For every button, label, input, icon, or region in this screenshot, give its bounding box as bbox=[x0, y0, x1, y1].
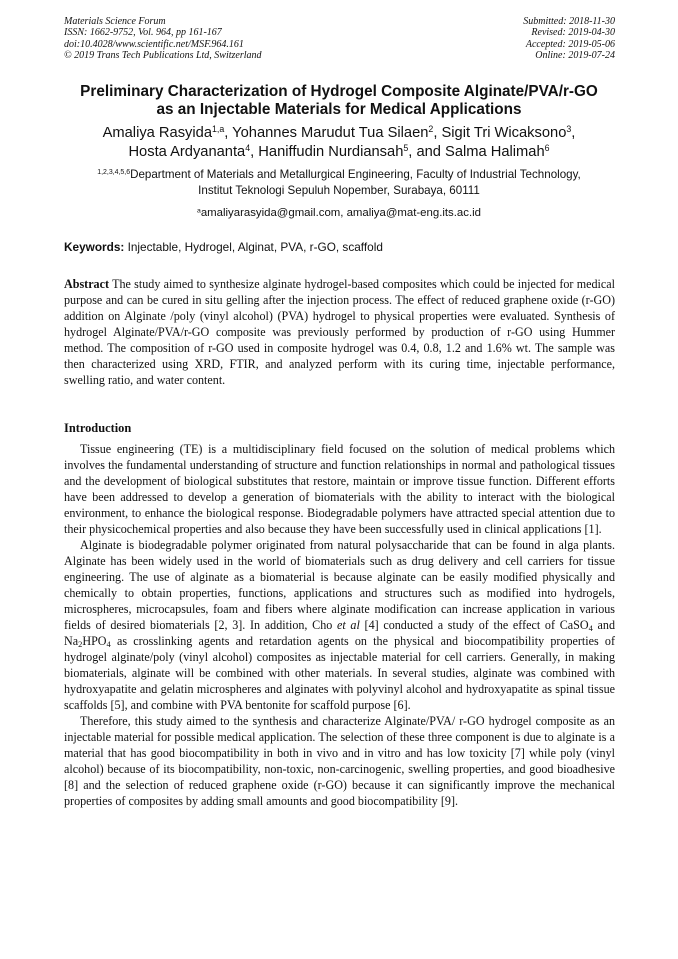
date-submitted: Submitted: 2018-11-30 bbox=[523, 16, 615, 27]
affiliation bbox=[40, 167, 638, 198]
paragraph: Tissue engineering (TE) is a multidisciplinary field focused on the solution of medical problems which involves the fundamental understanding of structure and function relationships in normal and pathological tissues and the development of biological substitutes that restore, maintain or improve tissue function. Different efforts have been addressed to develop a generation of biomaterials with the ability to interact with the biological environment, to enhance the biological response. Biodegradable polymers have attracted special attention due to their physicochemical properties and also because they have been successfully used in clinical applications [1]. bbox=[64, 442, 615, 536]
author-affil-sup: 2 bbox=[428, 124, 434, 135]
title-line-2: as an Injectable Materials for Medical Applications bbox=[156, 101, 522, 118]
subscript: 4 bbox=[106, 639, 111, 650]
author-name: Sigit Tri Wicaksono bbox=[441, 125, 567, 141]
introduction-body bbox=[64, 441, 615, 809]
paragraph-italic: et al bbox=[337, 618, 360, 632]
journal-name: Materials Science Forum bbox=[64, 16, 166, 27]
paragraph bbox=[64, 537, 615, 713]
subscript: 4 bbox=[588, 623, 593, 634]
author-affil-sup: 1,a bbox=[212, 124, 225, 135]
journal-doi[interactable]: doi:10.4028/www.scientific.net/MSF.964.161 bbox=[64, 38, 244, 50]
author-name: Hosta Ardyananta bbox=[128, 144, 246, 160]
journal-issn: ISSN: 1662-9752, Vol. 964, pp 161-167 bbox=[64, 27, 222, 39]
paragraph-text: as crosslinking agents and retardation agents on the physical and biocompatibility properties of hydrogel alginate/poly (vinyl alcohol) composites as injectable material for cell carriers. Generally, in making biomaterials, alginate will be combined with other materials. In several studies, alginate was combined with hydroxyapatite and gelatin microspheres and alginates with polyvinyl alcohol and hydroxyapatite as spinal tissue scaffolds [5], and combine with PVA bentonite for scaffold purpose [6]. bbox=[64, 634, 615, 712]
email-line bbox=[40, 206, 638, 220]
email-sup: a bbox=[197, 207, 201, 215]
affiliation-line-1: Department of Materials and Metallurgical Engineering, Faculty of Industrial Technology, bbox=[130, 168, 581, 181]
title-line-1: Preliminary Characterization of Hydrogel Composite Alginate/PVA/r-GO bbox=[80, 83, 598, 100]
author-separator: , bbox=[250, 144, 259, 160]
author-separator: , bbox=[433, 125, 442, 141]
paragraph-text: and Na bbox=[64, 618, 615, 648]
author-name: Amaliya Rasyida bbox=[102, 125, 212, 141]
paragraph-text: [4] conducted a study of the effect of CaSO bbox=[359, 618, 589, 632]
affiliation-line-2: Institut Teknologi Sepuluh Nopember, Surabaya, 60111 bbox=[198, 183, 480, 197]
section-heading-introduction: Introduction bbox=[64, 421, 132, 435]
email-addresses[interactable]: amaliyarasyida@gmail.com, amaliya@mat-eng.its.ac.id bbox=[200, 207, 481, 219]
author-affil-sup: 4 bbox=[245, 143, 251, 154]
submission-dates bbox=[523, 16, 615, 61]
author-affil-sup: 3 bbox=[566, 124, 572, 135]
abstract-text: The study aimed to synthesize alginate hydrogel-based composites which could be injected for medical purpose and can be cured in situ gelling after the injection process. The effect of reduced graphene oxide (r-GO) addition on Alginate /poly (vinyl alcohol) (PVA) hydrogel to physical properties were evaluated. Synthesis of hydrogel Alginate/PVA/r-GO composite was previously performed by production of r-GO using Hummer method. The composition of r-GO used in composite hydrogel was 0.4, 0.8, 1.2 and 1.6% wt. The sample was then characterized using XRD, FTIR, and analyzed perform with its curing time, injectable performance, swelling ratio, and water content. bbox=[64, 277, 615, 387]
author-separator: , bbox=[224, 125, 233, 141]
subscript: 2 bbox=[78, 639, 83, 650]
author-list bbox=[30, 124, 648, 162]
date-online: Online: 2019-07-24 bbox=[535, 49, 615, 61]
paragraph: Therefore, this study aimed to the synthesis and characterize Alginate/PVA/ r-GO hydrogel composite as an injectable material for possible medical application. The selection of these three component is due to alginate is a material that has good biocompatibility in both in vivo and in vitro and has low toxicity [7] while poly (vinyl alcohol) because of its biocompatibility, non-toxic, non-carcinogenic, swelling properties, and good bioadhesive [8] and the selection of reduced graphene oxide (r-GO) because it can significantly improve the mechanical properties of composites by adding small amounts and good biocompatibility [9]. bbox=[64, 714, 615, 808]
keywords-label: Keywords: bbox=[64, 240, 125, 254]
author-name: Salma Halimah bbox=[445, 144, 545, 160]
author-affil-sup: 6 bbox=[544, 143, 550, 154]
date-accepted: Accepted: 2019-05-06 bbox=[525, 38, 615, 50]
date-revised: Revised: 2019-04-30 bbox=[531, 27, 615, 39]
author-affil-sup: 5 bbox=[403, 143, 409, 154]
paragraph-text: Alginate is biodegradable polymer originated from natural polysaccharide that can be found in alga plants. Alginate has been widely used in the world of biomaterials such as drug delivery and cell carriers for tissue engineering. The use of alginate as a biomaterial is because alginate can be easily modified physically and chemically to obtain properties, functions, applications and structures such as modified into hydrogels, microspheres, microcapsules, foam and fibers where alginate modification can increase application in various fields of desired biomaterials [2, 3]. In addition, Cho bbox=[64, 538, 615, 632]
affiliation-sup: 1,2,3,4,5,6 bbox=[97, 169, 131, 177]
paragraph-text: HPO bbox=[82, 634, 107, 648]
journal-info bbox=[64, 16, 262, 61]
author-separator: , and bbox=[408, 144, 446, 160]
abstract bbox=[64, 276, 615, 388]
author-name: Yohannes Marudut Tua Silaen bbox=[232, 125, 429, 141]
paper-title bbox=[40, 83, 638, 119]
journal-copyright: © 2019 Trans Tech Publications Ltd, Switzerland bbox=[64, 49, 262, 61]
keywords bbox=[64, 240, 615, 254]
author-separator: , bbox=[571, 125, 576, 141]
abstract-label: Abstract bbox=[64, 277, 110, 291]
keywords-text: Injectable, Hydrogel, Alginat, PVA, r-GO, scaffold bbox=[124, 240, 383, 254]
author-name: Haniffudin Nurdiansah bbox=[258, 144, 404, 160]
